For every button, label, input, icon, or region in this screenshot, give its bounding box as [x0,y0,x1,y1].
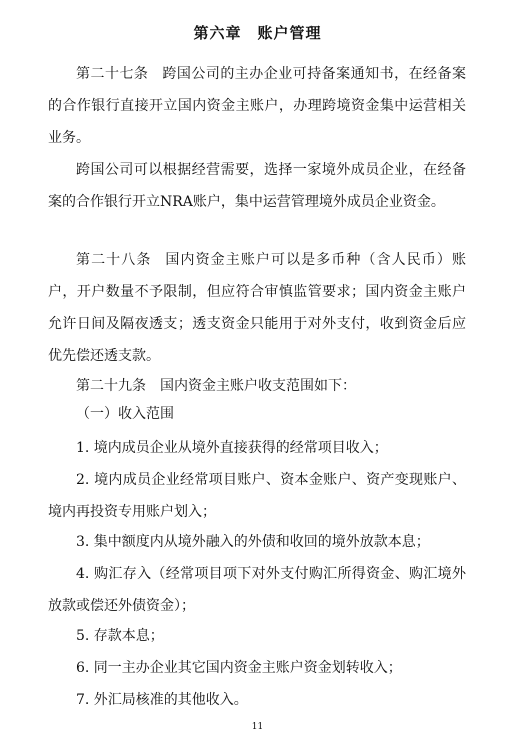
article-text: 国内资金主账户收支范围如下： [160,378,356,394]
page-number: 11 [251,722,264,732]
list-item: 1. 境内成员企业从境外直接获得的经常项目收入； [76,440,388,456]
list-item: 3. 集中额度内从境外融入的外债和收回的境外放款本息； [76,534,430,550]
chapter-title: 第六章 账户管理 [193,24,322,42]
list-item: 4. 购汇存入（经常项目项下对外支付购汇所得资金、购汇境外放款或偿还外债资金）； [48,566,466,614]
article-27-paragraph [48,58,466,154]
article-28-paragraph [48,244,466,372]
article-number: 第二十七条 [76,66,149,82]
list-item: 5. 存款本息； [76,628,164,644]
section-heading-income: （一）收入范围 [76,406,174,422]
article-number: 第二十九条 [76,378,146,394]
list-item: 6. 同一主办企业其它国内资金主账户资金划转收入； [76,660,402,676]
article-text: 跨国公司可以根据经营需要，选择一家境外成员企业，在经备案的合作银行开立NRA账户，集中运营管理境外成员企业资金。 [48,162,466,210]
article-27-paragraph-2 [48,154,466,218]
article-text: 国内资金主账户可以是多币种（含人民币）账户，开户数量不予限制，但应符合审慎监管要求；国内资金主账户允许日间及隔夜透支；透支资金只能用于对外支付，收到资金后应优先偿还透支款。 [48,252,467,364]
list-item: 2. 境内成员企业经常项目账户、资本金账户、资产变现账户、境内再投资专用账户划入； [48,472,466,520]
article-number: 第二十八条 [76,252,152,268]
list-item: 7. 外汇局核准的其他收入。 [76,692,248,708]
article-text: 跨国公司的主办企业可持备案通知书，在经备案的合作银行直接开立国内资金主账户，办理跨境资金集中运营相关业务。 [48,66,467,146]
